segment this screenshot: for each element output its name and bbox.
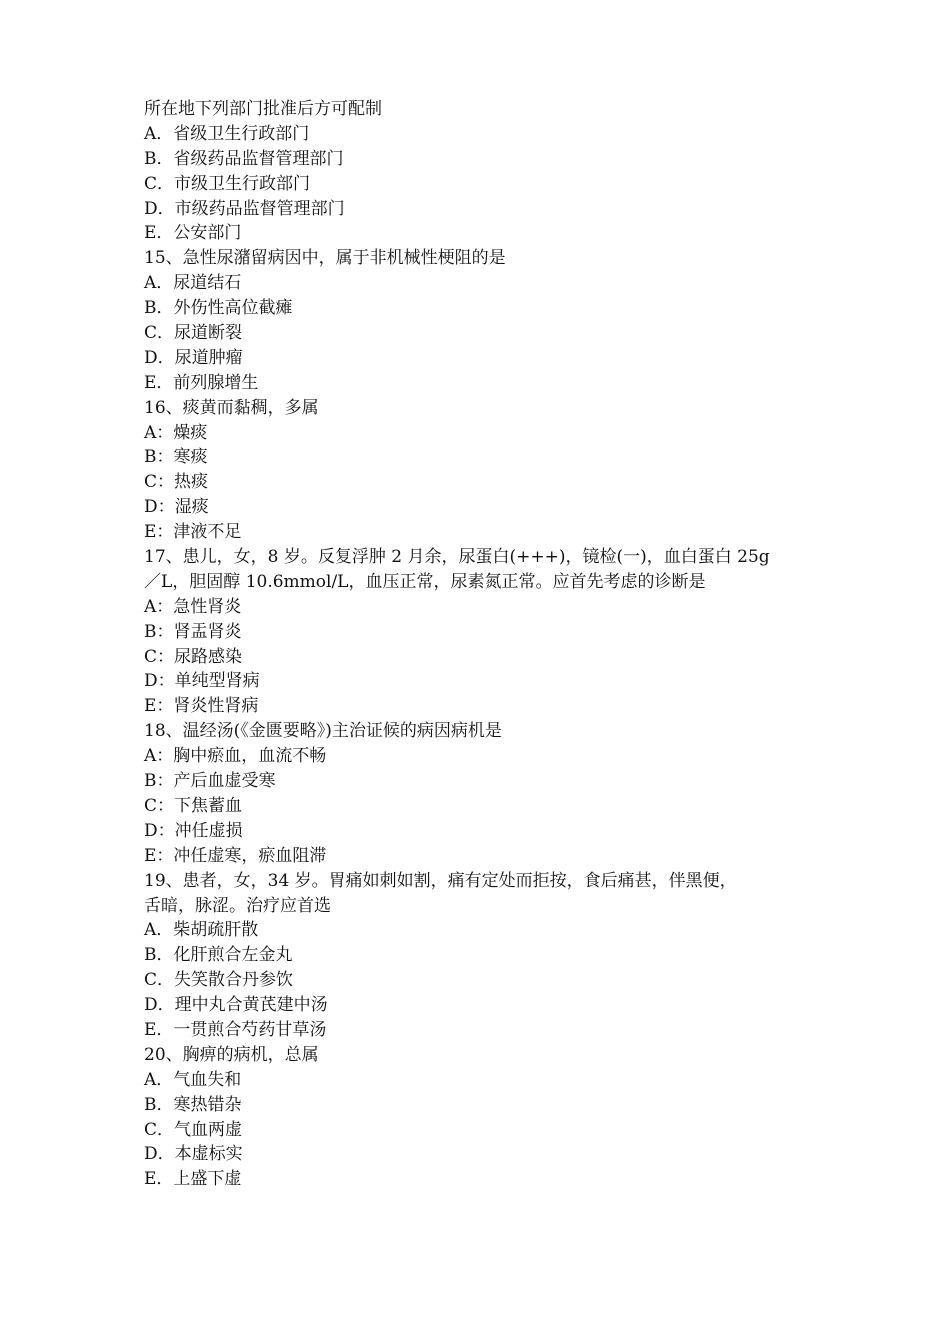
- text-line: A：燥痰: [144, 422, 208, 443]
- text-line: A：急性肾炎: [144, 596, 242, 617]
- text-line: A：胸中瘀血，血流不畅: [144, 746, 327, 767]
- text-line: C．市级卫生行政部门: [144, 173, 311, 194]
- text-line: D．理中丸合黄芪建中汤: [144, 995, 328, 1016]
- text-line: D．本虚标实: [144, 1144, 243, 1165]
- question-15: 15、急性尿潴留病因中，属于非机械性梗阻的是: [144, 248, 506, 269]
- text-line: E：津液不足: [144, 522, 242, 543]
- text-line: ／L，胆固醇 10.6mmol/L，血压正常，尿素氮正常。应首先考虑的诊断是: [144, 571, 706, 592]
- text-line: C：热痰: [144, 472, 209, 493]
- text-line: A．省级卫生行政部门: [144, 123, 310, 144]
- text-line: D．市级药品监督管理部门: [144, 198, 345, 219]
- text-line: B．省级药品监督管理部门: [144, 148, 344, 169]
- text-line: D：冲任虚损: [144, 820, 243, 841]
- text-line: E．前列腺增生: [144, 372, 259, 393]
- text-line: 舌暗，脉涩。治疗应首选: [144, 895, 331, 916]
- text-line: E：冲任虚寒，瘀血阻滞: [144, 845, 327, 866]
- text-line: B：产后血虚受寒: [144, 771, 276, 792]
- text-line: A．柴胡疏肝散: [144, 920, 259, 941]
- text-line: D：湿痰: [144, 497, 209, 518]
- text-line: E．上盛下虚: [144, 1169, 242, 1190]
- question-18: 18、温经汤(《金匮要略》)主治证候的病因病机是: [144, 721, 502, 742]
- text-line: B．外伤性高位截瘫: [144, 298, 293, 319]
- text-line: B：寒痰: [144, 447, 208, 468]
- text-line: C．失笑散合丹参饮: [144, 970, 294, 991]
- text-line: E．公安部门: [144, 223, 242, 244]
- document-body: [144, 97, 824, 1192]
- question-20: 20、胸痹的病机，总属: [144, 1044, 319, 1065]
- text-line: E．一贯煎合芍药甘草汤: [144, 1019, 327, 1040]
- text-line: B．寒热错杂: [144, 1094, 242, 1115]
- text-line: B．化肝煎合左金丸: [144, 945, 293, 966]
- text-line: D：单纯型肾病: [144, 671, 260, 692]
- question-16: 16、痰黄而黏稠，多属: [144, 397, 319, 418]
- text-line: B：肾盂肾炎: [144, 621, 242, 642]
- text-line: A．气血失和: [144, 1069, 242, 1090]
- text-line: C：尿路感染: [144, 646, 243, 667]
- text-line: D．尿道肿瘤: [144, 347, 243, 368]
- question-17: 17、患儿，女，8 岁。反复浮肿 2 月余，尿蛋白(+++)，镜检(一)，血白蛋白 25g: [144, 547, 770, 568]
- text-line: C：下焦蓄血: [144, 795, 243, 816]
- text-line: A．尿道结石: [144, 273, 242, 294]
- text-line: E：肾炎性肾病: [144, 696, 259, 717]
- text-line: C．气血两虚: [144, 1119, 243, 1140]
- text-line: 所在地下列部门批准后方可配制: [144, 99, 382, 119]
- text-line: C．尿道断裂: [144, 323, 243, 344]
- question-19: 19、患者，女，34 岁。胃痛如刺如割，痛有定处而拒按，食后痛甚，伴黑便，: [144, 870, 737, 891]
